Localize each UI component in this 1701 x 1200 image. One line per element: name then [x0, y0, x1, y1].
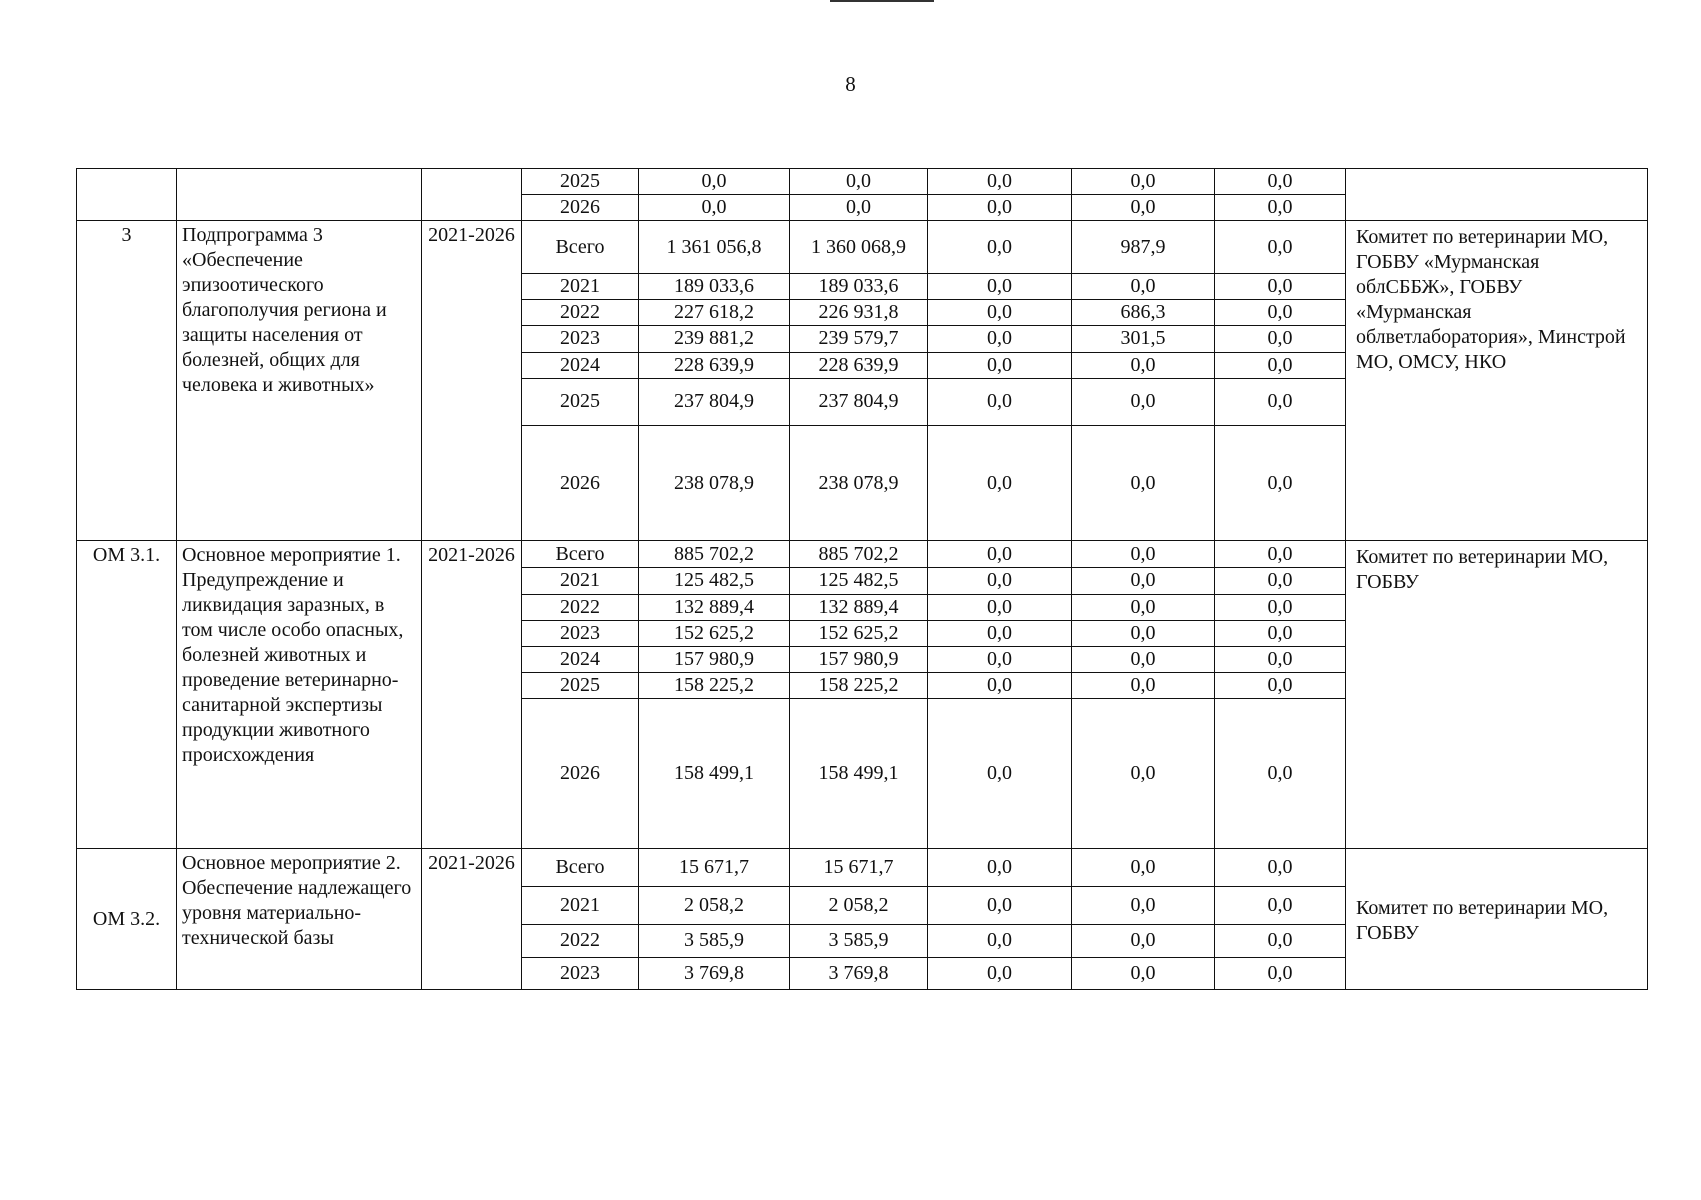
value-cell: 0,0: [790, 195, 928, 221]
value-cell: 158 499,1: [639, 699, 790, 848]
value-cell: 0,0: [1072, 568, 1215, 594]
value-cell: 0,0: [1072, 673, 1215, 699]
value-cell: 0,0: [1072, 169, 1215, 195]
name-cell: [177, 169, 422, 221]
value-cell: 0,0: [1215, 326, 1346, 352]
value-cell: 0,0: [928, 568, 1072, 594]
value-cell: 237 804,9: [790, 378, 928, 425]
table-row: [77, 221, 1648, 273]
value-cell: 132 889,4: [790, 594, 928, 620]
value-cell: 0,0: [1215, 169, 1346, 195]
funding-table-container: [76, 168, 1647, 990]
value-cell: 0,0: [928, 673, 1072, 699]
value-cell: 0,0: [928, 594, 1072, 620]
year-cell: 2025: [522, 378, 639, 425]
value-cell: 0,0: [1215, 887, 1346, 925]
value-cell: 0,0: [928, 541, 1072, 568]
value-cell: 0,0: [1215, 594, 1346, 620]
value-cell: 885 702,2: [639, 541, 790, 568]
value-cell: 0,0: [1072, 699, 1215, 848]
value-cell: 0,0: [928, 887, 1072, 925]
code-cell: [77, 169, 177, 221]
value-cell: 0,0: [928, 273, 1072, 299]
year-cell: 2024: [522, 352, 639, 378]
top-page-mark: [830, 0, 934, 2]
value-cell: 238 078,9: [639, 426, 790, 541]
value-cell: 237 804,9: [639, 378, 790, 425]
value-cell: 0,0: [1072, 848, 1215, 886]
value-cell: 0,0: [928, 620, 1072, 646]
value-cell: 0,0: [1215, 699, 1346, 848]
value-cell: 0,0: [1072, 195, 1215, 221]
table-row: [77, 169, 1648, 195]
value-cell: 0,0: [1072, 273, 1215, 299]
value-cell: 0,0: [928, 848, 1072, 886]
year-cell: 2021: [522, 568, 639, 594]
year-cell: 2021: [522, 273, 639, 299]
year-cell: 2024: [522, 646, 639, 672]
value-cell: 158 225,2: [790, 673, 928, 699]
value-cell: 152 625,2: [639, 620, 790, 646]
year-cell: 2023: [522, 620, 639, 646]
year-cell: 2021: [522, 887, 639, 925]
value-cell: 125 482,5: [790, 568, 928, 594]
period-cell: [422, 169, 522, 221]
name-cell: Основное мероприятие 1. Предупреждение и ликвидация заразных, в том числе особо опасных, болезней животных и проведение ветеринарно-санитарной экспертизы продукции животного происхождения: [177, 541, 422, 849]
value-cell: 3 769,8: [639, 957, 790, 989]
value-cell: 885 702,2: [790, 541, 928, 568]
value-cell: 0,0: [1215, 673, 1346, 699]
year-cell: 2022: [522, 300, 639, 326]
value-cell: 0,0: [928, 169, 1072, 195]
funding-table: [76, 168, 1648, 990]
value-cell: 3 585,9: [639, 925, 790, 957]
value-cell: 0,0: [1072, 957, 1215, 989]
value-cell: 0,0: [928, 195, 1072, 221]
value-cell: 0,0: [928, 957, 1072, 989]
value-cell: 158 225,2: [639, 673, 790, 699]
name-cell: Основное мероприятие 2. Обеспечение надлежащего уровня материально-технической базы: [177, 848, 422, 989]
value-cell: 3 585,9: [790, 925, 928, 957]
responsible-cell: Комитет по ветеринарии МО, ГОБВУ «Мурманская облСББЖ», ГОБВУ «Мурманская облветлаборатория», Минстрой МО, ОМСУ, НКО: [1346, 221, 1648, 541]
value-cell: 0,0: [1072, 646, 1215, 672]
value-cell: 0,0: [1215, 426, 1346, 541]
year-cell: 2026: [522, 195, 639, 221]
value-cell: 0,0: [1072, 541, 1215, 568]
value-cell: 987,9: [1072, 221, 1215, 273]
value-cell: 228 639,9: [790, 352, 928, 378]
value-cell: 0,0: [1215, 848, 1346, 886]
year-cell: 2022: [522, 925, 639, 957]
value-cell: 0,0: [1072, 620, 1215, 646]
value-cell: 0,0: [639, 169, 790, 195]
value-cell: 157 980,9: [790, 646, 928, 672]
value-cell: 0,0: [790, 169, 928, 195]
value-cell: 158 499,1: [790, 699, 928, 848]
value-cell: 0,0: [1072, 378, 1215, 425]
value-cell: 0,0: [928, 646, 1072, 672]
value-cell: 2 058,2: [639, 887, 790, 925]
value-cell: 0,0: [1215, 646, 1346, 672]
value-cell: 0,0: [928, 699, 1072, 848]
table-row: [77, 848, 1648, 886]
responsible-cell: [1346, 169, 1648, 221]
value-cell: 15 671,7: [790, 848, 928, 886]
value-cell: 238 078,9: [790, 426, 928, 541]
year-cell: Всего: [522, 541, 639, 568]
value-cell: 3 769,8: [790, 957, 928, 989]
value-cell: 0,0: [1215, 378, 1346, 425]
table-row: [77, 541, 1648, 568]
code-cell: ОМ 3.1.: [77, 541, 177, 849]
value-cell: 2 058,2: [790, 887, 928, 925]
value-cell: 0,0: [1215, 195, 1346, 221]
value-cell: 132 889,4: [639, 594, 790, 620]
value-cell: 0,0: [1215, 352, 1346, 378]
page-number: 8: [845, 72, 856, 96]
period-cell: 2021-2026: [422, 848, 522, 989]
value-cell: 0,0: [928, 326, 1072, 352]
year-cell: 2025: [522, 169, 639, 195]
value-cell: 1 361 056,8: [639, 221, 790, 273]
period-cell: 2021-2026: [422, 221, 522, 541]
value-cell: 1 360 068,9: [790, 221, 928, 273]
value-cell: 157 980,9: [639, 646, 790, 672]
value-cell: 125 482,5: [639, 568, 790, 594]
value-cell: 0,0: [1072, 352, 1215, 378]
period-cell: 2021-2026: [422, 541, 522, 849]
value-cell: 0,0: [1215, 541, 1346, 568]
value-cell: 239 579,7: [790, 326, 928, 352]
value-cell: 227 618,2: [639, 300, 790, 326]
value-cell: 0,0: [928, 300, 1072, 326]
value-cell: 0,0: [928, 221, 1072, 273]
year-cell: 2026: [522, 699, 639, 848]
value-cell: 0,0: [928, 378, 1072, 425]
year-cell: Всего: [522, 221, 639, 273]
value-cell: 226 931,8: [790, 300, 928, 326]
value-cell: 0,0: [1215, 568, 1346, 594]
year-cell: 2022: [522, 594, 639, 620]
value-cell: 0,0: [1215, 300, 1346, 326]
value-cell: 239 881,2: [639, 326, 790, 352]
value-cell: 152 625,2: [790, 620, 928, 646]
value-cell: 0,0: [1072, 887, 1215, 925]
year-cell: 2023: [522, 326, 639, 352]
code-cell: ОМ 3.2.: [77, 848, 177, 989]
year-cell: Всего: [522, 848, 639, 886]
value-cell: 686,3: [1072, 300, 1215, 326]
value-cell: 0,0: [928, 925, 1072, 957]
code-cell: 3: [77, 221, 177, 541]
value-cell: 0,0: [1072, 925, 1215, 957]
name-cell: Подпрограмма 3 «Обеспечение эпизоотического благополучия региона и защиты населения от болезней, общих для человека и животных»: [177, 221, 422, 541]
responsible-cell: Комитет по ветеринарии МО, ГОБВУ: [1346, 541, 1648, 849]
value-cell: 0,0: [639, 195, 790, 221]
value-cell: 0,0: [1072, 594, 1215, 620]
value-cell: 228 639,9: [639, 352, 790, 378]
value-cell: 0,0: [1072, 426, 1215, 541]
value-cell: 0,0: [1215, 957, 1346, 989]
year-cell: 2025: [522, 673, 639, 699]
value-cell: 0,0: [1215, 925, 1346, 957]
value-cell: 189 033,6: [639, 273, 790, 299]
value-cell: 0,0: [928, 426, 1072, 541]
value-cell: 15 671,7: [639, 848, 790, 886]
value-cell: 0,0: [1215, 221, 1346, 273]
value-cell: 0,0: [1215, 273, 1346, 299]
value-cell: 0,0: [1215, 620, 1346, 646]
responsible-cell: Комитет по ветеринарии МО, ГОБВУ: [1346, 848, 1648, 989]
year-cell: 2023: [522, 957, 639, 989]
value-cell: 0,0: [928, 352, 1072, 378]
year-cell: 2026: [522, 426, 639, 541]
value-cell: 301,5: [1072, 326, 1215, 352]
value-cell: 189 033,6: [790, 273, 928, 299]
